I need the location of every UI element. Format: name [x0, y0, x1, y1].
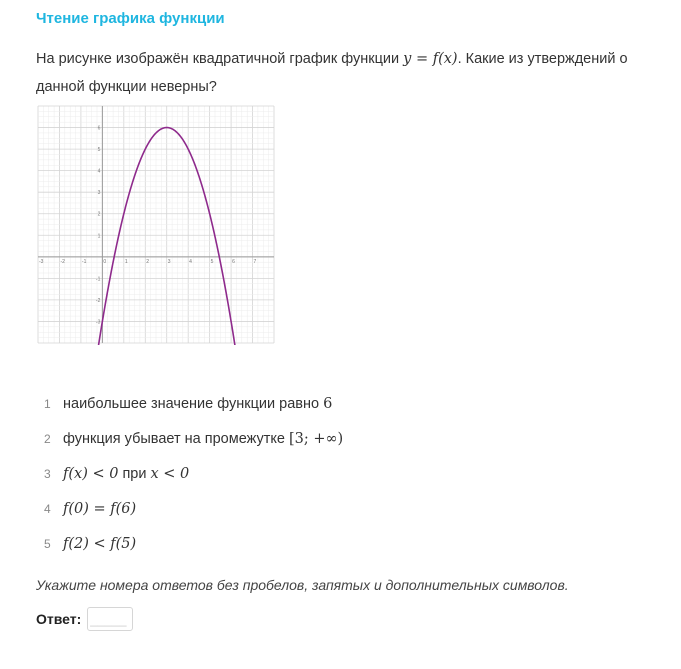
option-number: 5: [44, 536, 51, 551]
option-text: функция убывает на промежутке: [63, 430, 285, 447]
x-tick-label: 1: [124, 258, 128, 265]
y-tick-label: 2: [97, 211, 101, 218]
y-tick-label: 1: [97, 233, 101, 240]
option-math: 6: [323, 395, 333, 412]
function-graph: [36, 104, 276, 345]
x-tick-label: 3: [167, 258, 171, 265]
graph-svg: [36, 104, 276, 345]
question-text: [36, 45, 666, 101]
option-number: 3: [44, 466, 51, 481]
x-tick-label: -3: [39, 258, 44, 265]
y-tick-label: -2: [95, 297, 101, 304]
option-math: f(0) = f(6): [63, 500, 137, 517]
option-text: наибольшее значение функции равно: [63, 395, 320, 412]
x-tick-label: 0: [103, 258, 107, 265]
question-formula: y = f(x): [403, 51, 458, 67]
option-text: при: [122, 465, 147, 482]
option-5: [44, 526, 343, 561]
x-tick-label: 4: [189, 258, 192, 265]
y-tick-label: 4: [97, 168, 101, 175]
y-tick-label: 3: [97, 190, 101, 197]
page-title: Чтение графика функции: [36, 10, 225, 27]
option-number: 1: [44, 396, 51, 411]
answer-input[interactable]: [87, 607, 133, 631]
option-number: 4: [44, 501, 51, 516]
answer-label: Ответ:: [36, 611, 82, 627]
option-2: [44, 421, 343, 456]
y-tick-label: 6: [97, 125, 101, 132]
option-math: [3; +∞): [288, 430, 344, 447]
option-4: [44, 491, 343, 526]
answer-row: [36, 607, 133, 631]
y-tick-label: -3: [95, 319, 101, 326]
question-prefix: На рисунке изображён квадратичной график функции: [36, 51, 404, 67]
option-math: f(2) < f(5): [63, 535, 137, 552]
x-tick-label: 6: [232, 258, 235, 265]
answer-hint: Укажите номера ответов без пробелов, запятых и дополнительных символов.: [36, 577, 569, 593]
y-tick-label: 5: [97, 147, 101, 154]
x-tick-label: 2: [146, 258, 150, 265]
x-tick-label: 5: [210, 258, 214, 265]
x-tick-label: -2: [60, 258, 65, 265]
option-math: f(x) < 0: [63, 465, 119, 482]
option-1: [44, 386, 343, 421]
y-tick-label: -1: [95, 276, 101, 283]
option-number: 2: [44, 431, 51, 446]
option-math: x < 0: [150, 465, 190, 482]
x-tick-label: 7: [253, 258, 257, 265]
x-tick-label: -1: [81, 258, 87, 265]
option-3: [44, 456, 343, 491]
options-list: [44, 386, 343, 561]
question-suffix: . Какие из утверждений о данной функции неверны?: [36, 51, 628, 95]
